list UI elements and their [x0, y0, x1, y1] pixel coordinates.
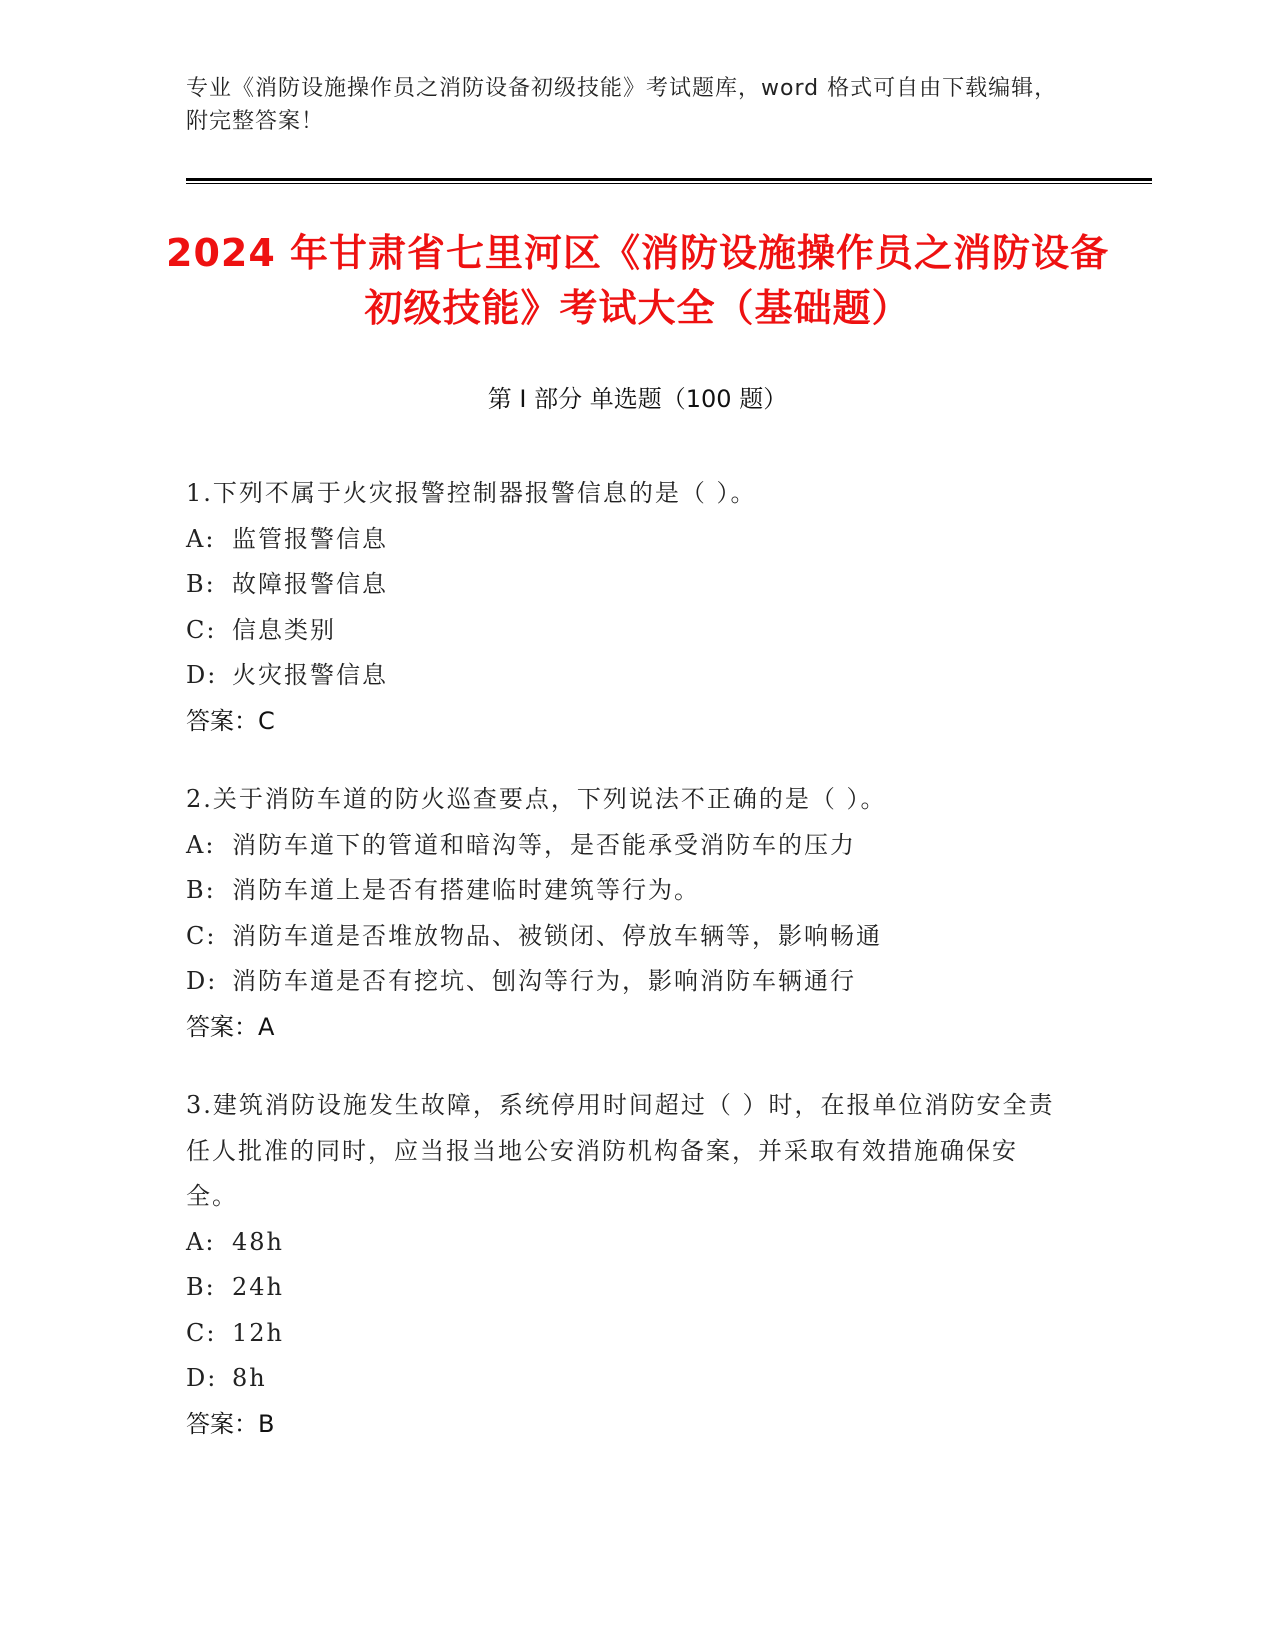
- option-d: [186, 959, 1066, 1005]
- option-key: C:: [186, 921, 217, 950]
- option-a: [186, 517, 1066, 563]
- option-key: B:: [186, 1273, 216, 1301]
- option-key: D:: [186, 1364, 218, 1392]
- option-key: D:: [186, 661, 218, 689]
- option-b: [186, 1265, 1066, 1311]
- question-block: [186, 1083, 1066, 1447]
- option-text: 故障报警信息: [232, 570, 388, 598]
- answer-line: 答案：C: [186, 706, 275, 735]
- answer-line: 答案：A: [186, 1012, 275, 1041]
- option-text: 监管报警信息: [232, 524, 388, 553]
- question-stem: 2.关于消防车道的防火巡查要点，下列说法不正确的是（ ）。: [186, 785, 887, 813]
- option-text: 48h: [232, 1227, 284, 1256]
- question-block: [186, 471, 1066, 744]
- option-text: 消防车道是否有挖坑、刨沟等行为，影响消防车辆通行: [232, 967, 856, 995]
- option-text: 24h: [232, 1273, 284, 1301]
- option-text: 8h: [232, 1364, 267, 1392]
- option-a: [186, 1220, 1066, 1266]
- option-key: A:: [186, 524, 216, 553]
- option-d: [186, 653, 1066, 699]
- question-stem: 3.建筑消防设施发生故障，系统停用时间超过（ ）时，在报单位消防安全责任人批准的同时，应当报当地公安消防机构备案，并采取有效措施确保安全。: [186, 1091, 1055, 1210]
- option-text: 12h: [232, 1318, 284, 1347]
- answer-line: 答案：B: [186, 1409, 275, 1438]
- section-heading: 第 I 部分 单选题（100 题）: [487, 385, 788, 413]
- option-b: [186, 562, 1066, 608]
- option-key: D:: [186, 967, 218, 995]
- option-key: B:: [186, 876, 216, 904]
- question-block: [186, 777, 1066, 1050]
- option-text: 消防车道是否堆放物品、被锁闭、停放车辆等，影响畅通: [232, 921, 882, 950]
- option-key: C:: [186, 1318, 217, 1347]
- option-text: 消防车道上是否有搭建临时建筑等行为。: [232, 876, 700, 904]
- option-key: A:: [186, 1227, 216, 1256]
- header-rule-thick: [186, 178, 1152, 181]
- header-rule-thin: [186, 183, 1152, 184]
- option-text: 消防车道下的管道和暗沟等，是否能承受消防车的压力: [232, 830, 856, 859]
- option-key: B:: [186, 570, 216, 598]
- option-d: [186, 1356, 1066, 1402]
- option-text: 火灾报警信息: [232, 661, 388, 689]
- option-c: [186, 608, 1066, 654]
- document-title: 2024 年甘肃省七里河区《消防设施操作员之消防设备初级技能》考试大全（基础题）: [166, 231, 1109, 330]
- option-text: 信息类别: [232, 615, 336, 644]
- option-c: [186, 914, 1066, 960]
- option-b: [186, 868, 1066, 914]
- option-c: [186, 1311, 1066, 1357]
- option-key: C:: [186, 615, 217, 644]
- option-key: A:: [186, 830, 216, 859]
- question-stem: 1.下列不属于火灾报警控制器报警信息的是（ ）。: [186, 479, 757, 507]
- option-a: [186, 823, 1066, 869]
- header-note: 专业《消防设施操作员之消防设备初级技能》考试题库，word 格式可自由下载编辑，附完整答案！: [186, 76, 1058, 134]
